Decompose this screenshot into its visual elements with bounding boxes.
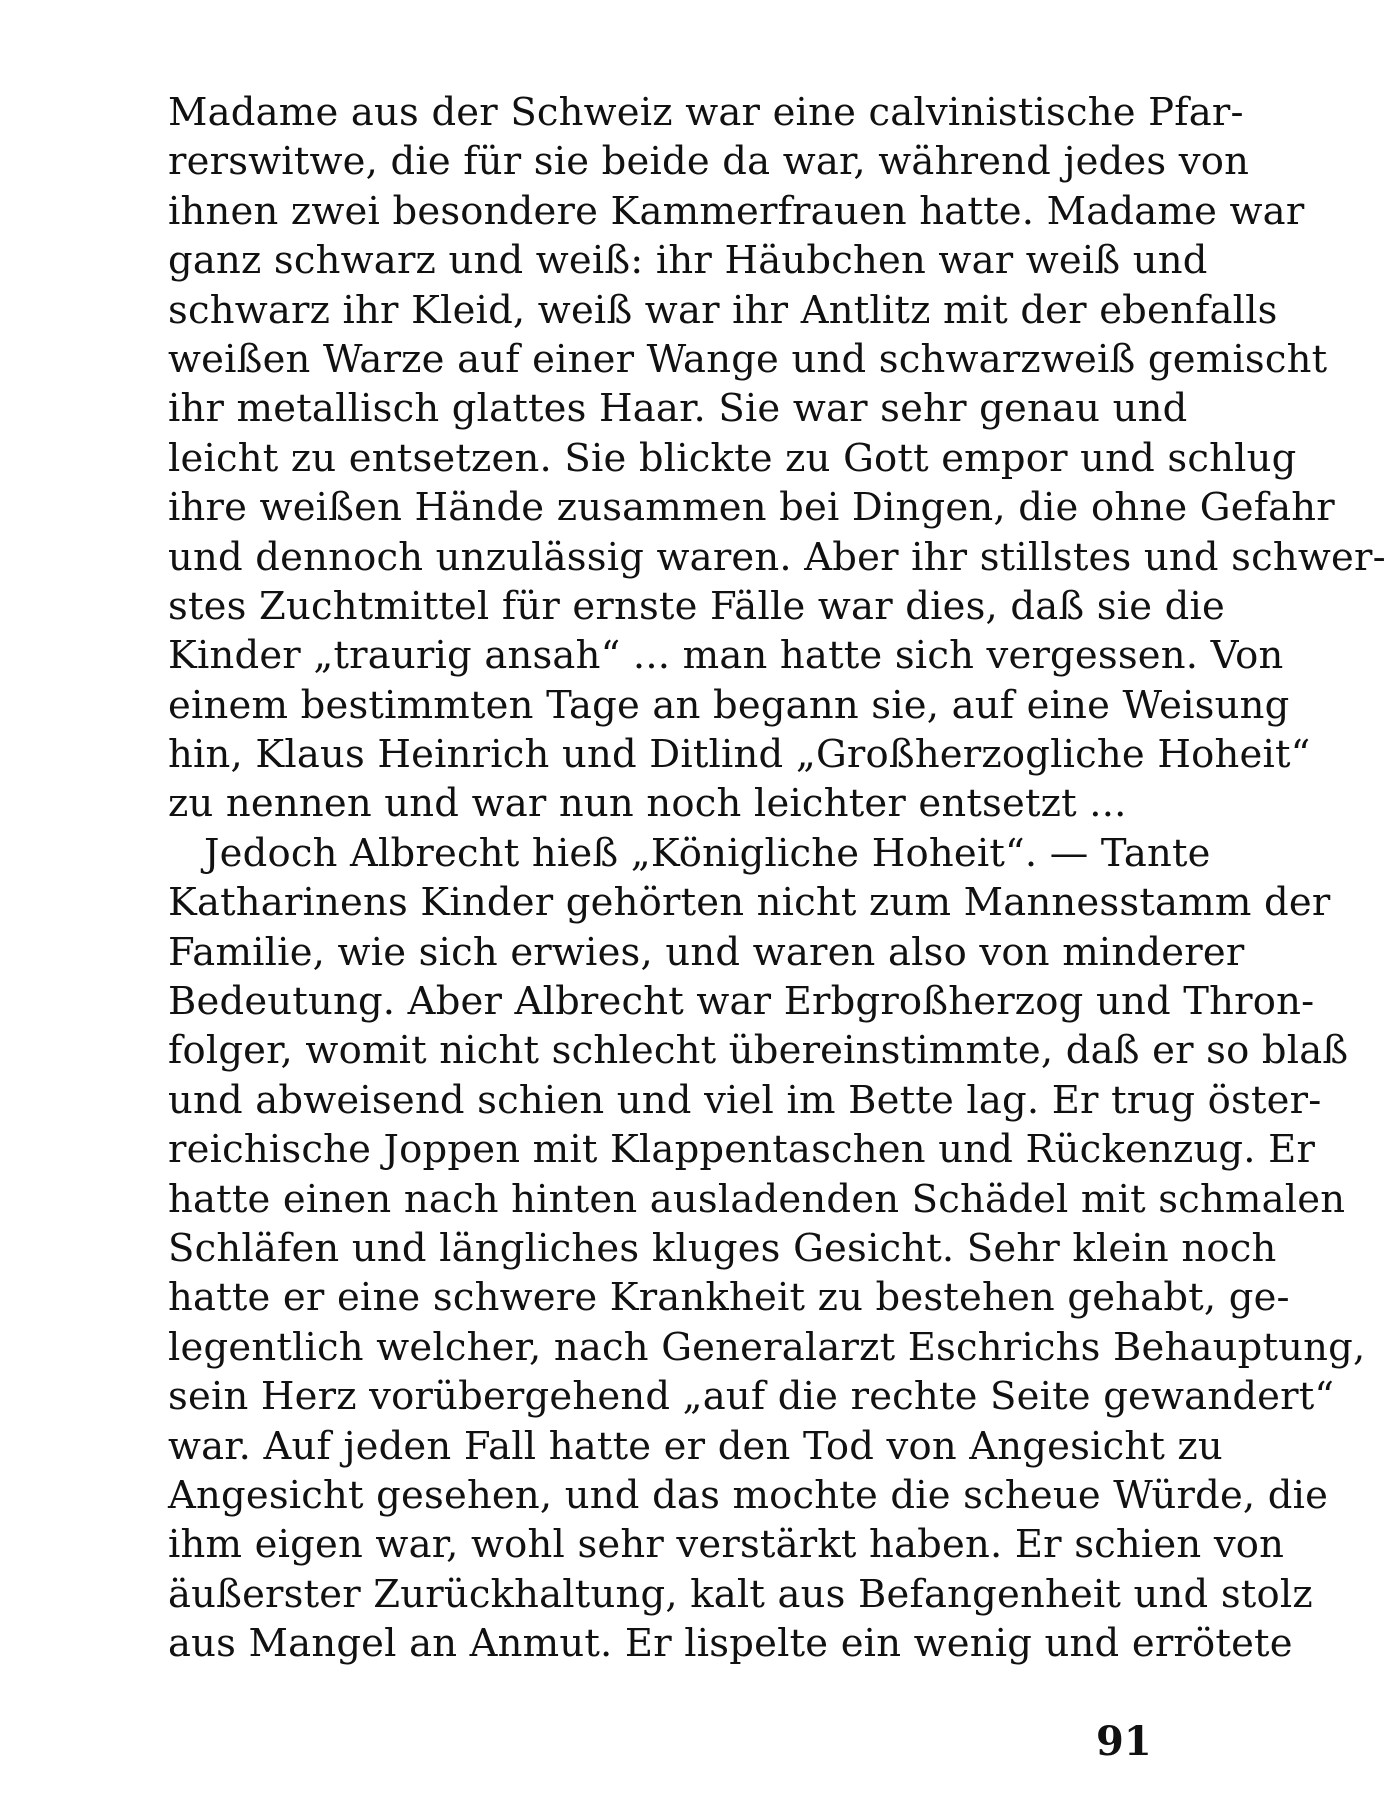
text-line: Kinder „traurig ansah“ ... man hatte sich vergessen. Von bbox=[168, 633, 1284, 679]
text-line: ihm eigen war, wohl sehr verstärkt haben. Er schien von bbox=[168, 1522, 1285, 1568]
text-line: hin, Klaus Heinrich und Ditlind „Großherzogliche Hoheit“ bbox=[168, 732, 1311, 778]
text-line: war. Auf jeden Fall hatte er den Tod von Angesicht zu bbox=[168, 1423, 1223, 1469]
text-line: Katharinens Kinder gehörten nicht zum Mannesstamm der bbox=[168, 880, 1331, 926]
text-line: folger, womit nicht schlecht übereinstimmte, daß er so blaß bbox=[168, 1028, 1349, 1074]
text-line: stes Zuchtmittel für ernste Fälle war dies, daß sie die bbox=[168, 583, 1226, 629]
text-line: zu nennen und war nun noch leichter entsetzt ... bbox=[168, 781, 1127, 827]
text-line: legentlich welcher, nach Generalarzt Eschrichs Behauptung, bbox=[168, 1324, 1366, 1370]
text-line: hatte er eine schwere Krankheit zu bestehen gehabt, ge- bbox=[168, 1275, 1290, 1321]
page-number: 91 bbox=[1096, 1718, 1152, 1765]
text-line: sein Herz vorübergehend „auf die rechte Seite gewandert“ bbox=[168, 1374, 1335, 1420]
paragraph-2 bbox=[168, 829, 1366, 1669]
paragraph-1 bbox=[168, 88, 1386, 829]
text-line: Angesicht gesehen, und das mochte die scheue Würde, die bbox=[168, 1472, 1329, 1518]
text-line: Jedoch Albrecht hieß „Königliche Hoheit“. — Tante bbox=[204, 830, 1211, 876]
text-line: äußerster Zurückhaltung, kalt aus Befangenheit und stolz bbox=[168, 1571, 1313, 1617]
text-line: und abweisend schien und viel im Bette lag. Er trug öster- bbox=[168, 1077, 1322, 1123]
text-line: Familie, wie sich erwies, und waren also von minderer bbox=[168, 929, 1245, 975]
text-line: Bedeutung. Aber Albrecht war Erbgroßherzog und Thron- bbox=[168, 979, 1315, 1025]
text-line: Schläfen und längliches kluges Gesicht. Sehr klein noch bbox=[168, 1225, 1277, 1271]
text-line: aus Mangel an Anmut. Er lispelte ein wenig und errötete bbox=[168, 1621, 1293, 1667]
text-line: schwarz ihr Kleid, weiß war ihr Antlitz mit der ebenfalls bbox=[168, 287, 1278, 333]
text-line: ganz schwarz und weiß: ihr Häubchen war weiß und bbox=[168, 238, 1208, 284]
text-line: ihnen zwei besondere Kammerfrauen hatte. Madame war bbox=[168, 188, 1305, 234]
text-line: hatte einen nach hinten ausladenden Schädel mit schmalen bbox=[168, 1176, 1346, 1222]
text-line: Madame aus der Schweiz war eine calvinistische Pfar- bbox=[168, 90, 1244, 135]
text-line: ihr metallisch glattes Haar. Sie war sehr genau und bbox=[168, 386, 1188, 432]
text-line: rerswitwe, die für sie beide da war, während jedes von bbox=[168, 139, 1250, 185]
text-line: und dennoch unzulässig waren. Aber ihr stillstes und schwer- bbox=[168, 534, 1386, 580]
text-line: ihre weißen Hände zusammen bei Dingen, die ohne Gefahr bbox=[168, 485, 1335, 531]
text-line: weißen Warze auf einer Wange und schwarzweiß gemischt bbox=[168, 336, 1328, 382]
text-line: leicht zu entsetzen. Sie blickte zu Gott empor und schlug bbox=[168, 435, 1297, 481]
body-text bbox=[168, 88, 1386, 1669]
text-line: einem bestimmten Tage an begann sie, auf eine Weisung bbox=[168, 682, 1290, 728]
text-line: reichische Joppen mit Klappentaschen und Rückenzug. Er bbox=[168, 1127, 1316, 1173]
